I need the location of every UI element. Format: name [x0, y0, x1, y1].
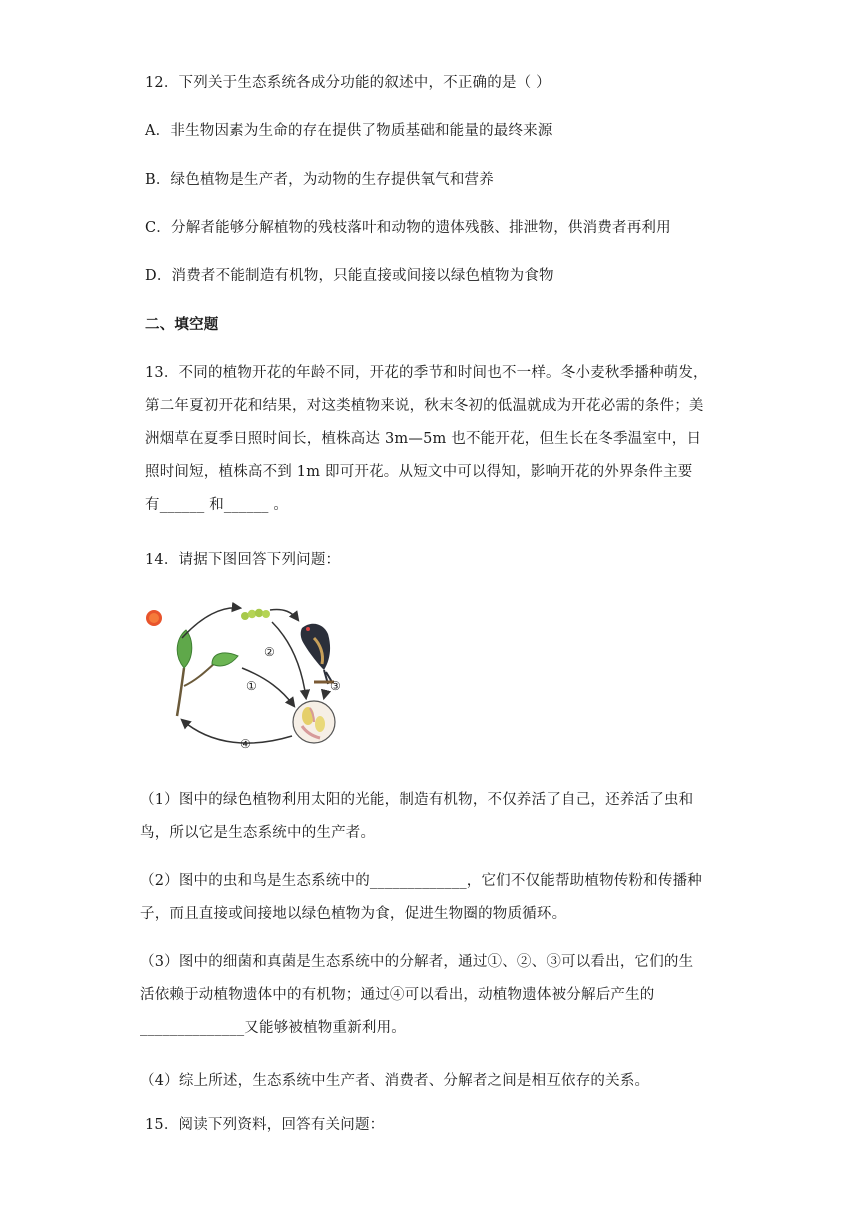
q14-sub2 — [140, 865, 715, 931]
q14-sub2-line: 子，而且直接或间接地以绿色植物为食，促进生物圈的物质循环。 — [140, 906, 567, 922]
ecosystem-cycle-figure — [142, 598, 352, 767]
q14-sub4: （4）综上所述，生态系统中生产者、消费者、分解者之间是相互依存的关系。 — [140, 1073, 650, 1089]
q14-stem: 14．请据下图回答下列问题： — [145, 552, 341, 568]
q15-stem: 15．阅读下列资料，回答有关问题： — [145, 1117, 385, 1133]
bird-icon — [301, 624, 334, 684]
caterpillar-icon — [241, 609, 270, 620]
q13-paragraph — [145, 357, 720, 522]
section-title: 二、填空题 — [145, 316, 219, 333]
q13-line: 洲烟草在夏季日照时间长，植株高达 3m—5m 也不能开花，但生长在冬季温室中，日 — [145, 431, 702, 447]
q14-sub3-line: （3）图中的细菌和真菌是生态系统中的分解者，通过①、②、③可以看出，它们的生 — [140, 954, 694, 970]
green-plant-icon — [177, 630, 238, 716]
arrow-label-4: ④ — [240, 737, 251, 751]
q12-stem: 12．下列关于生态系统各成分功能的叙述中，不正确的是（ ） — [145, 75, 551, 91]
q14-sub1-line: （1）图中的绿色植物利用太阳的光能，制造有机物，不仅养活了自己，还养活了虫和 — [140, 792, 694, 808]
q14-sub3-line: ______________又能够被植物重新利用。 — [140, 1020, 406, 1036]
q14-sub1 — [140, 784, 715, 850]
decomposer-icon — [293, 701, 335, 743]
sun-icon — [146, 610, 162, 626]
arrow-label-1: ① — [246, 679, 257, 693]
q14-sub3 — [140, 946, 715, 1045]
q12-option-d: D．消费者不能制造有机物，只能直接或间接以绿色植物为食物 — [145, 268, 554, 284]
q13-line: 13．不同的植物开花的年龄不同，开花的季节和时间也不一样。冬小麦秋季播种萌发， — [145, 365, 708, 381]
q12-option-a: A．非生物因素为生命的存在提供了物质基础和能量的最终来源 — [145, 123, 553, 139]
q14-sub2-line: （2）图中的虫和鸟是生态系统中的_____________，它们不仅能帮助植物传粉和传播种 — [140, 873, 702, 889]
q14-sub1-line: 鸟，所以它是生态系统中的生产者。 — [140, 825, 376, 841]
arrow-label-2: ② — [264, 645, 275, 659]
q12-option-c: C．分解者能够分解植物的残枝落叶和动物的遗体残骸、排泄物，供消费者再利用 — [145, 220, 671, 236]
arrow-label-3: ③ — [330, 679, 341, 693]
q13-line: 照时间短，植株高不到 1m 即可开花。从短文中可以得知，影响开花的外界条件主要 — [145, 464, 693, 480]
q13-line: 第二年夏初开花和结果，对这类植物来说，秋末冬初的低温就成为开花必需的条件；美 — [145, 398, 704, 414]
q12-option-b: B．绿色植物是生产者，为动物的生存提供氧气和营养 — [145, 172, 494, 188]
q14-sub3-line: 活依赖于动植物遗体中的有机物；通过④可以看出，动植物遗体被分解后产生的 — [140, 987, 655, 1003]
q13-line: 有______ 和______ 。 — [145, 497, 289, 513]
